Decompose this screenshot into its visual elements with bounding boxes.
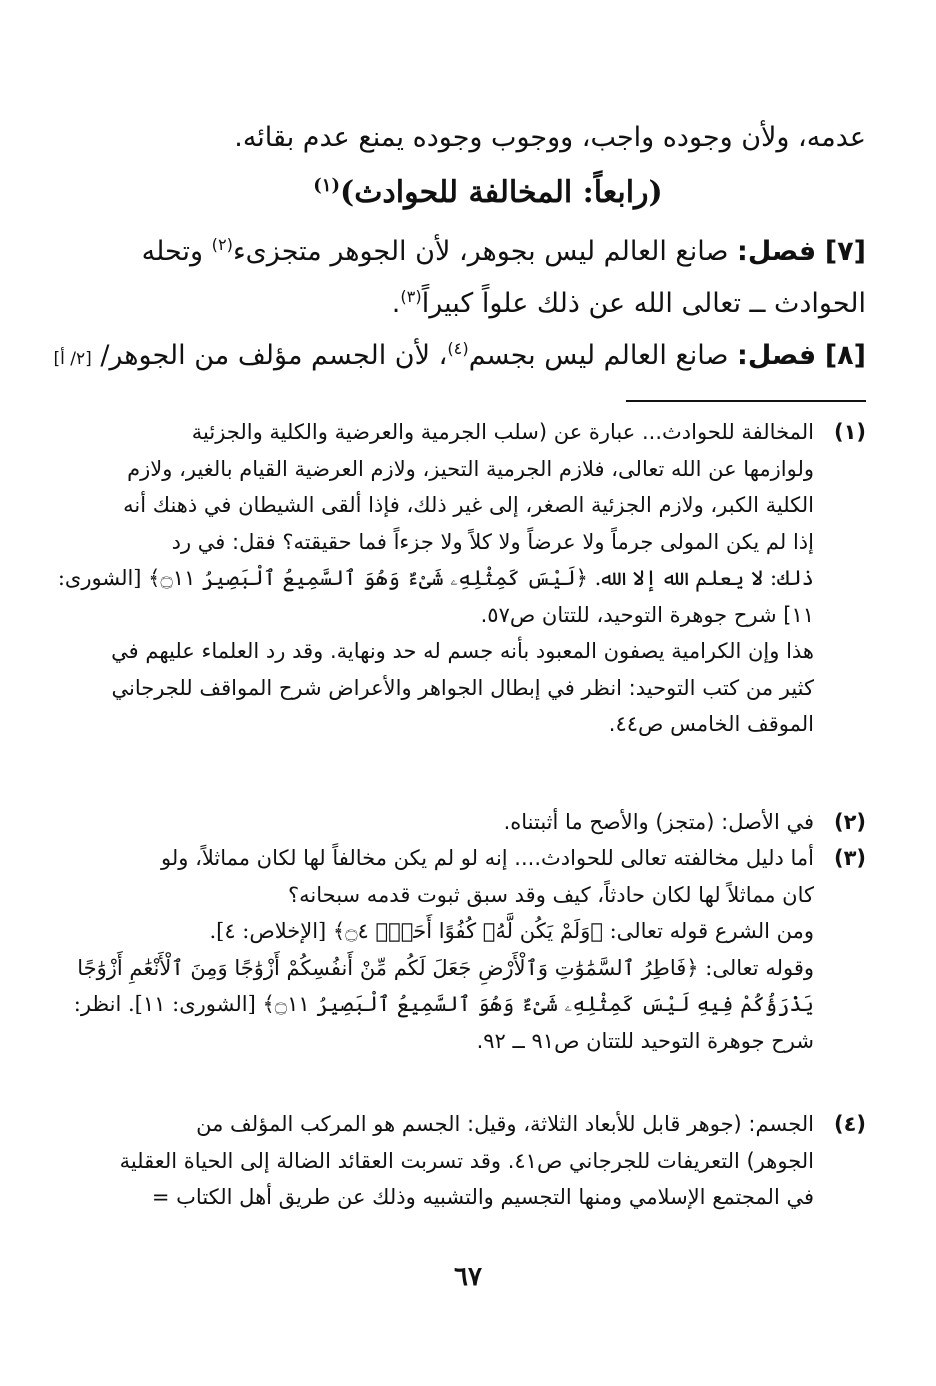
footnote-ref-2: (٢) xyxy=(211,235,233,254)
page-number: ٦٧ xyxy=(454,1262,482,1292)
footnote-1-line: المخالفة للحوادث... عبارة عن (سلب الجرمية والعرضية والكلية والجزئية xyxy=(191,420,814,444)
footnote-2-number: (٢) xyxy=(833,810,866,834)
footnote-3-line: كان مماثلاً لها لكان حادثاً، كيف وقد سبق ثبوت قدمه سبحانه؟ xyxy=(287,882,814,907)
section-7-line-2-text: الحوادث ــ تعالى الله عن ذلك علواً كبيراً xyxy=(421,288,866,319)
footnote-1-line: إذا لم يكن المولى جرماً ولا عرضاً ولا كلاً ولا جزءاً فما حقيقته؟ فقل: في رد xyxy=(171,529,814,554)
footnote-1-line: ولوازمها عن الله تعالى، فلازم الجرمية التحيز، ولازم العرضية القيام بالغير، ولازم xyxy=(127,456,814,481)
footnote-4-line: الجسم: (جوهر قابل للأبعاد الثلاثة، وقيل: الجسم هو المركب المؤلف من xyxy=(196,1112,814,1136)
heading-text: (رابعاً: المخالفة للحوادث) xyxy=(340,175,663,210)
footnote-3-line: ومن الشرع قوله تعالى: ﴿وَلَمْ يَكُن لَّهُۥ كُفُوًا أَحَدٌۢ ۝٤﴾ [الإخلاص: ٤]. xyxy=(209,919,814,943)
footnote-4-number: (٤) xyxy=(833,1112,866,1136)
footnote-3-number: (٣) xyxy=(833,846,866,870)
manuscript-folio-marker: [٢/ أ] xyxy=(53,349,92,369)
footnote-1-line: ذلك: لا يعلم الله إلا الله. ﴿لَيْسَ كَمِثْلِهِۦ شَىْءٌ وَهُوَ ٱلسَّمِيعُ ٱلْبَصِيرُ ۝١١﴾ [الشورى: xyxy=(57,566,814,590)
footnote-2 xyxy=(110,804,866,841)
footnote-3 xyxy=(73,840,866,1059)
section-7-line-1 xyxy=(110,226,866,278)
footnote-3-line: أما دليل مخالفته تعالى للحوادث.... إنه لو لم يكن مخالفاً لها لكان مماثلاً، ولو xyxy=(161,846,814,870)
section-8-text: صانع العالم ليس بجسم xyxy=(468,340,729,371)
footnote-ref-1: (١) xyxy=(313,175,340,196)
footnote-4-line: الجوهر) التعريفات للجرجاني ص٤١. وقد تسربت العقائد الضالة إلى الحياة العقلية xyxy=(119,1148,814,1173)
footnote-separator xyxy=(626,400,866,402)
footnote-4 xyxy=(110,1106,866,1216)
section-7-text-cont: وتحله xyxy=(141,236,204,267)
section-7-text: صانع العالم ليس بجوهر، لأن الجوهر متجزىء xyxy=(232,236,729,267)
footnote-2-line: في الأصل: (متجز) والأصح ما أثبتناه. xyxy=(503,810,814,834)
footnote-1-line: هذا وإن الكرامية يصفون المعبود بأنه جسم له حد ونهاية. وقد رد العلماء عليهم في xyxy=(111,639,814,663)
footnote-1-number: (١) xyxy=(833,420,866,444)
footnote-3-line: شرح جوهرة التوحيد للتتان ص٩١ ــ ٩٢. xyxy=(476,1028,814,1053)
section-7-label: فصل: xyxy=(737,236,817,267)
section-8-line-1 xyxy=(53,330,866,385)
section-8-text-cont: ، لأن الجسم مؤلف من الجوهر/ xyxy=(100,340,448,371)
section-7-line-2 xyxy=(110,278,866,330)
section-heading xyxy=(110,165,866,221)
footnote-1-line: كثير من كتب التوحيد: انظر في إبطال الجواهر والأعراض شرح المواقف للجرجاني xyxy=(111,675,814,700)
main-text-line-1: عدمه، ولأن وجوده واجب، ووجوب وجوده يمنع عدم بقائه. xyxy=(234,122,866,153)
section-7-end: . xyxy=(391,288,401,319)
footnote-1-line: ١١] شرح جوهرة التوحيد، للتتان ص٥٧. xyxy=(480,602,814,627)
footnote-ref-3: (٣) xyxy=(400,287,422,306)
footnote-4-line: في المجتمع الإسلامي ومنها التجسيم والتشبيه وذلك عن طريق أهل الكتاب = xyxy=(151,1185,814,1209)
footnote-1 xyxy=(57,414,866,743)
section-8-label: فصل: xyxy=(737,340,817,371)
footnote-ref-4: (٤) xyxy=(447,339,469,358)
footnote-3-line: وقوله تعالى: ﴿فَاطِرُ ٱلسَّمَٰوَٰتِ وَٱلْأَرْضِ جَعَلَ لَكُم مِّنْ أَنفُسِكُمْ أَزْوَٰجًا وَمِنَ ٱلْأَنْعَٰمِ أَزْوَٰجًا xyxy=(77,955,814,980)
section-8-number: [٨] xyxy=(824,340,866,371)
footnote-1-line: الكلية الكبر، ولازم الجزئية الصغر، إلى غير ذلك، فإذا ألقى الشيطان في ذهنك أنه xyxy=(123,493,814,517)
section-7-number: [٧] xyxy=(824,236,866,267)
footnote-1-line: الموقف الخامس ص٤٤. xyxy=(608,712,814,736)
footnote-3-line: يَذْرَؤُكُمْ فِيهِ لَيْسَ كَمِثْلِهِۦ شَىْءٌ وَهُوَ ٱلسَّمِيعُ ٱلْبَصِيرُ ۝١١﴾ [الشورى: ١١]. انظر: xyxy=(73,992,814,1016)
